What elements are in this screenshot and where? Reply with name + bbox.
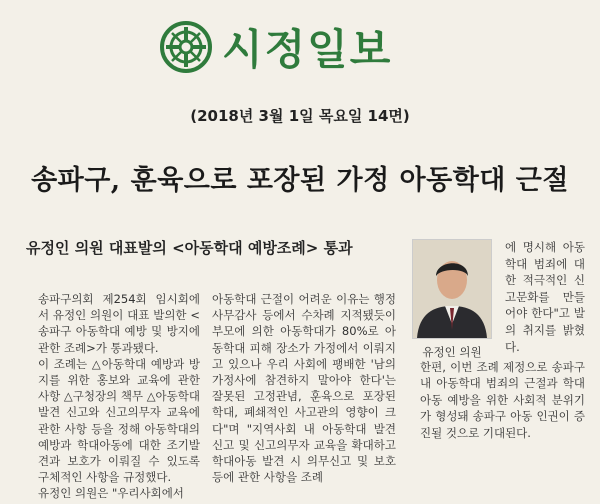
reporter-photo xyxy=(412,239,492,339)
article-column-3-top: 에 명시해 아동학대 범죄에 대한 적극적인 신고문화를 만들어야 한다"고 발의 취지를 밝혔다. xyxy=(505,240,585,354)
paragraph: 송파구의회 제254회 임시회에서 유정인 의원이 대표 발의한 <송파구 아동학대 예방 및 방지에 관한 조례>가 통과됐다. xyxy=(38,292,200,355)
masthead xyxy=(160,18,440,76)
photo-caption: 유정인 의원 xyxy=(422,345,482,359)
paragraph: 한편, 이번 조례 제정으로 송파구내 아동학대 범죄의 근절과 학대 아동 예방을 위한 사회적 분위기가 형성돼 송파구 아동 인권이 증진될 것으로 기대된다. xyxy=(420,360,585,440)
person-portrait-icon xyxy=(413,240,491,338)
masthead-title: 시정일보 xyxy=(222,25,393,74)
edition-line: (2018년 3월 1일 목요일 14면) xyxy=(190,107,410,125)
paragraph: 유정인 의원은 "우리사회에서 xyxy=(38,486,184,501)
article-column-3-bottom xyxy=(410,359,585,441)
paragraph: 아동학대 근절이 어려운 이유는 행정사무감사 등에서 수차례 지적됐듯이 부모에 의한 아동학대가 80%로 아동학대 피해 장소가 가정에서 이뤄지고 있으나 우리 사회에 팽배한 '남의 가정사에 참견하지 말아야 한다'는 잘못된 고정관념, 훈육으로 포장된 학대, 폐쇄적인 사고관의 영향이 크다"며 "지역사회 내 아동학대 발견 신고 및 신고의무자 교육을 확대하고 학대아동 발견 시 의무신고 및 보호 등에 관한 사항을 조례 xyxy=(212,292,396,485)
article-column-2 xyxy=(212,291,396,485)
paragraph: 이 조례는 △아동학대 예방과 방지를 위한 홍보와 교육에 관한 사항 △구청장의 책무 △아동학대 발견 신고와 신고의무자 교육에 관한 사항 등을 정해 아동학대의 예방과 학대아동에 대한 조기발견과 보호가 이뤄질 수 있도록 구체적인 사항을 규정했다. xyxy=(38,356,200,485)
article-headline: 송파구, 훈육으로 포장된 가정 아동학대 근절 xyxy=(31,165,569,196)
newspaper-seal-logo xyxy=(160,21,212,73)
article-column-1 xyxy=(28,291,200,502)
article-subhead: 유정인 의원 대표발의 <아동학대 예방조례> 통과 xyxy=(26,239,353,257)
